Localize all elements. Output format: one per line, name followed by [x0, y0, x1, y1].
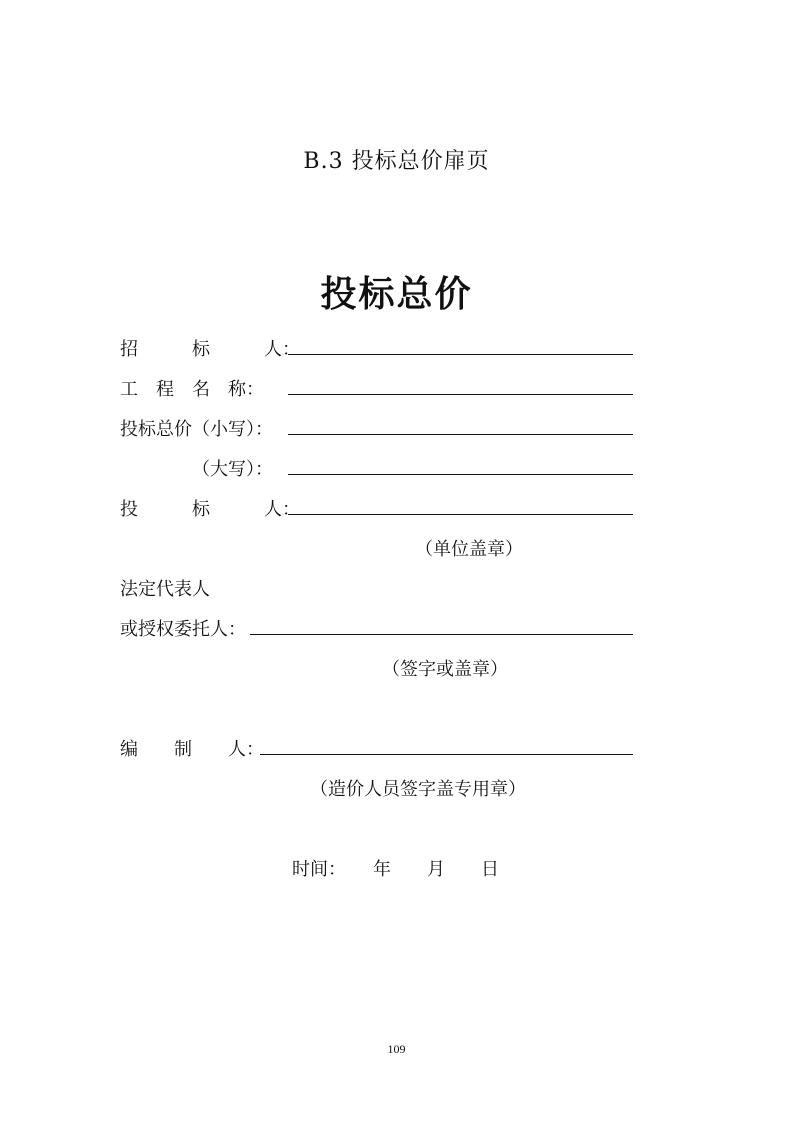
legal-rep-label-line2: 或授权委托人： — [120, 619, 246, 640]
date-line: 时间： 年 月 日 — [292, 859, 499, 880]
legal-rep-field-line[interactable] — [250, 634, 633, 635]
page-number: 109 — [387, 1042, 406, 1056]
project-name-label: 工 程 名 称： — [120, 379, 264, 400]
tenderer-field-line[interactable] — [288, 354, 633, 355]
tenderer-label: 招 标 人： — [120, 339, 300, 360]
project-name-field-line[interactable] — [288, 394, 633, 395]
price-upper-field-line[interactable] — [288, 474, 633, 475]
compiler-field-line[interactable] — [260, 754, 633, 755]
cost-staff-seal-note: （造价人员签字盖专用章） — [310, 779, 526, 800]
sign-or-seal-note: （签字或盖章） — [382, 659, 508, 680]
document-title: 投标总价 — [320, 274, 473, 315]
bidder-label: 投 标 人： — [120, 499, 300, 520]
legal-rep-label-line1: 法定代表人 — [120, 579, 210, 600]
bidder-field-line[interactable] — [288, 514, 633, 515]
compiler-label: 编 制 人： — [120, 739, 264, 760]
unit-seal-note: （单位盖章） — [415, 539, 523, 560]
price-lower-label: 投标总价（小写）： — [120, 419, 273, 440]
section-title: B.3 投标总价扉页 — [303, 149, 490, 174]
price-lower-field-line[interactable] — [288, 434, 633, 435]
price-upper-label: （大写）： — [192, 459, 273, 480]
